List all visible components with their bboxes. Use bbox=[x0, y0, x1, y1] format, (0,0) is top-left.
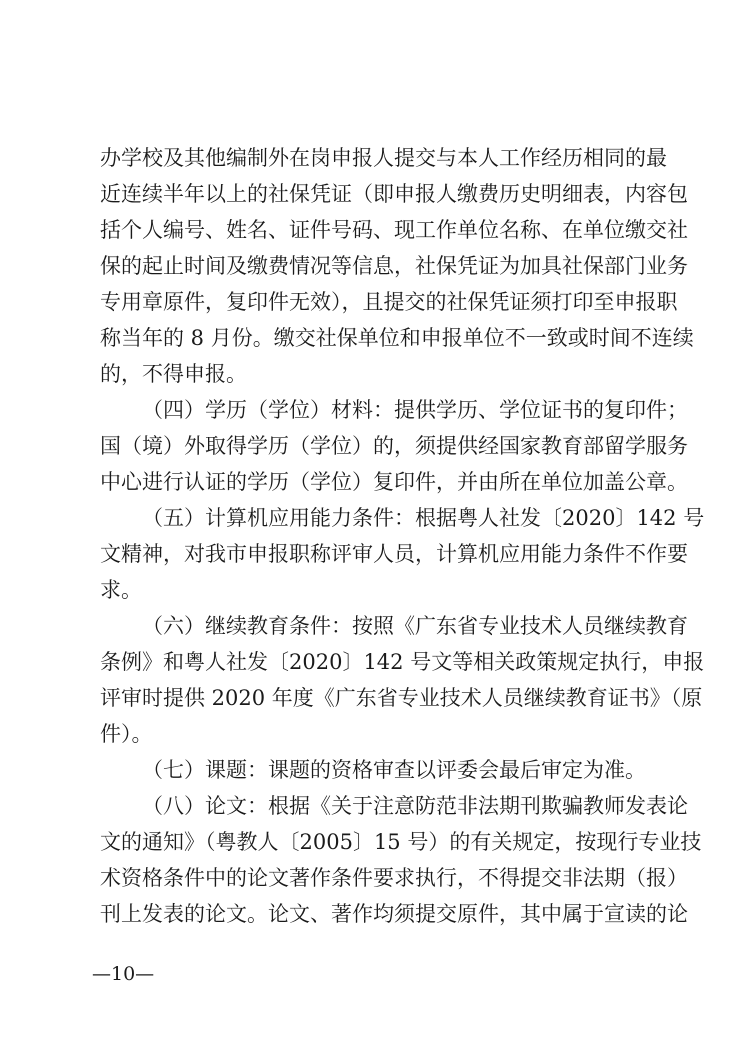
section-heading-line: （六）继续教育条件：按照《广东省专业技术人员继续教育 bbox=[142, 614, 688, 638]
section-heading-line: （七）课题：课题的资格审查以评委会最后审定为准。 bbox=[142, 758, 646, 782]
text-line: 求。 bbox=[100, 578, 142, 602]
text-line: 文精神，对我市申报职称评审人员，计算机应用能力条件不作要 bbox=[100, 542, 688, 566]
page-number: —10— bbox=[92, 963, 155, 985]
text-line: 术资格条件中的论文著作条件要求执行，不得提交非法期（报） bbox=[100, 866, 688, 890]
section-heading-line: （五）计算机应用能力条件：根据粤人社发〔2020〕142 号 bbox=[142, 506, 705, 530]
text-line: 国（境）外取得学历（学位）的，须提供经国家教育部留学服务 bbox=[100, 434, 688, 458]
text-line: 括个人编号、姓名、证件号码、现工作单位名称、在单位缴交社 bbox=[100, 218, 688, 242]
text-line: 保的起止时间及缴费情况等信息，社保凭证为加具社保部门业务 bbox=[100, 254, 688, 278]
text-line: 称当年的 8 月份。缴交社保单位和申报单位不一致或时间不连续 bbox=[100, 326, 694, 350]
text-line: 件）。 bbox=[100, 722, 153, 746]
text-line: 专用章原件，复印件无效），且提交的社保凭证须打印至申报职 bbox=[100, 290, 678, 314]
section-heading-line: （八）论文：根据《关于注意防范非法期刊欺骗教师发表论 bbox=[142, 794, 688, 818]
text-line: 条例》和粤人社发〔2020〕142 号文等相关政策规定执行，申报 bbox=[100, 650, 705, 674]
text-line: 办学校及其他编制外在岗申报人提交与本人工作经历相同的最 bbox=[100, 146, 667, 170]
body-text bbox=[100, 140, 705, 932]
text-line: 文的通知》（粤教人〔2005〕15 号）的有关规定，按现行专业技 bbox=[100, 830, 702, 854]
text-line: 评审时提供 2020 年度《广东省专业技术人员继续教育证书》（原 bbox=[100, 686, 703, 710]
text-line: 的，不得申报。 bbox=[100, 362, 247, 386]
text-line: 中心进行认证的学历（学位）复印件，并由所在单位加盖公章。 bbox=[100, 470, 688, 494]
text-line: 刊上发表的论文。论文、著作均须提交原件，其中属于宣读的论 bbox=[100, 902, 688, 926]
text-line: 近连续半年以上的社保凭证（即申报人缴费历史明细表，内容包 bbox=[100, 182, 688, 206]
section-heading-line: （四）学历（学位）材料：提供学历、学位证书的复印件； bbox=[142, 398, 688, 422]
